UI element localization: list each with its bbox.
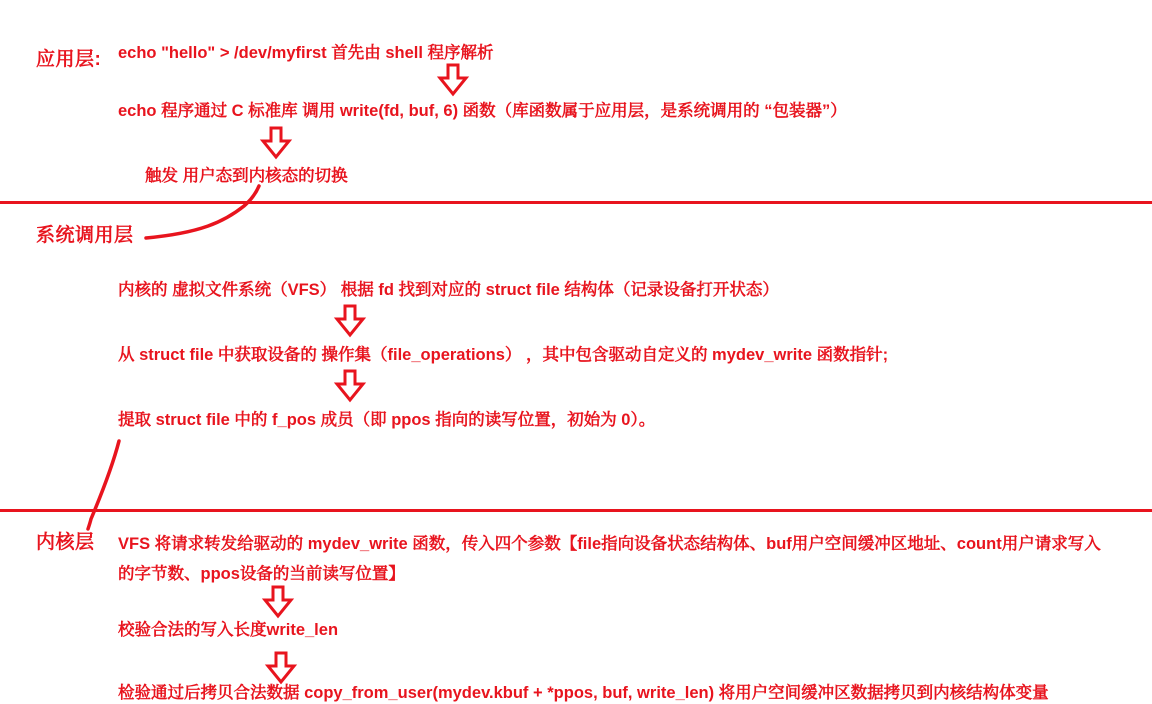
step-libc-write: echo 程序通过 C 标准库 调用 write(fd, buf, 6) 函数（库函数属于应用层，是系统调用的 “包装器”） <box>118 102 847 120</box>
step-fpos-extract: 提取 struct file 中的 f_pos 成员（即 ppos 指向的读写位置，初始为 0）。 <box>118 411 656 429</box>
layer-divider <box>0 509 1152 512</box>
step-mydev-write-call: VFS 将请求转发给驱动的 mydev_write 函数，传入四个参数【file指向设备状态结构体、buf用户空间缓冲区地址、count用户请求写入的字节数、ppos设备的当前读写位置】 <box>118 535 1101 583</box>
step-copy-from-user: 检验通过后拷贝合法数据 copy_from_user(mydev.kbuf + *ppos, buf, write_len) 将用户空间缓冲区数据拷贝到内核结构体变量 <box>118 684 1049 702</box>
layer-label-syscall: 系统调用层 <box>36 225 134 246</box>
layer-label-kernel: 内核层 <box>36 532 95 553</box>
down-arrow-icon <box>437 63 469 97</box>
layer-label-application: 应用层: <box>36 49 102 70</box>
down-arrow-icon <box>334 369 366 403</box>
connector-syscall-label-line <box>146 186 259 238</box>
layer-divider <box>0 201 1152 204</box>
step-vfs-lookup: 内核的 虚拟文件系统（VFS） 根据 fd 找到对应的 struct file 结构体（记录设备打开状态） <box>118 281 779 299</box>
down-arrow-icon <box>262 585 294 619</box>
step-shell-parse: echo "hello" > /dev/myfirst 首先由 shell 程序解析 <box>118 44 494 62</box>
down-arrow-icon <box>265 651 297 685</box>
down-arrow-icon <box>260 126 292 160</box>
step-validate-length: 校验合法的写入长度write_len <box>118 621 339 639</box>
step-file-operations: 从 struct file 中获取设备的 操作集（file_operations） ，其中包含驱动自定义的 mydev_write 函数指针; <box>118 346 889 364</box>
down-arrow-icon <box>334 304 366 338</box>
step-mode-switch: 触发 用户态到内核态的切换 <box>145 167 348 185</box>
connector-kernel-label-line <box>88 441 119 529</box>
